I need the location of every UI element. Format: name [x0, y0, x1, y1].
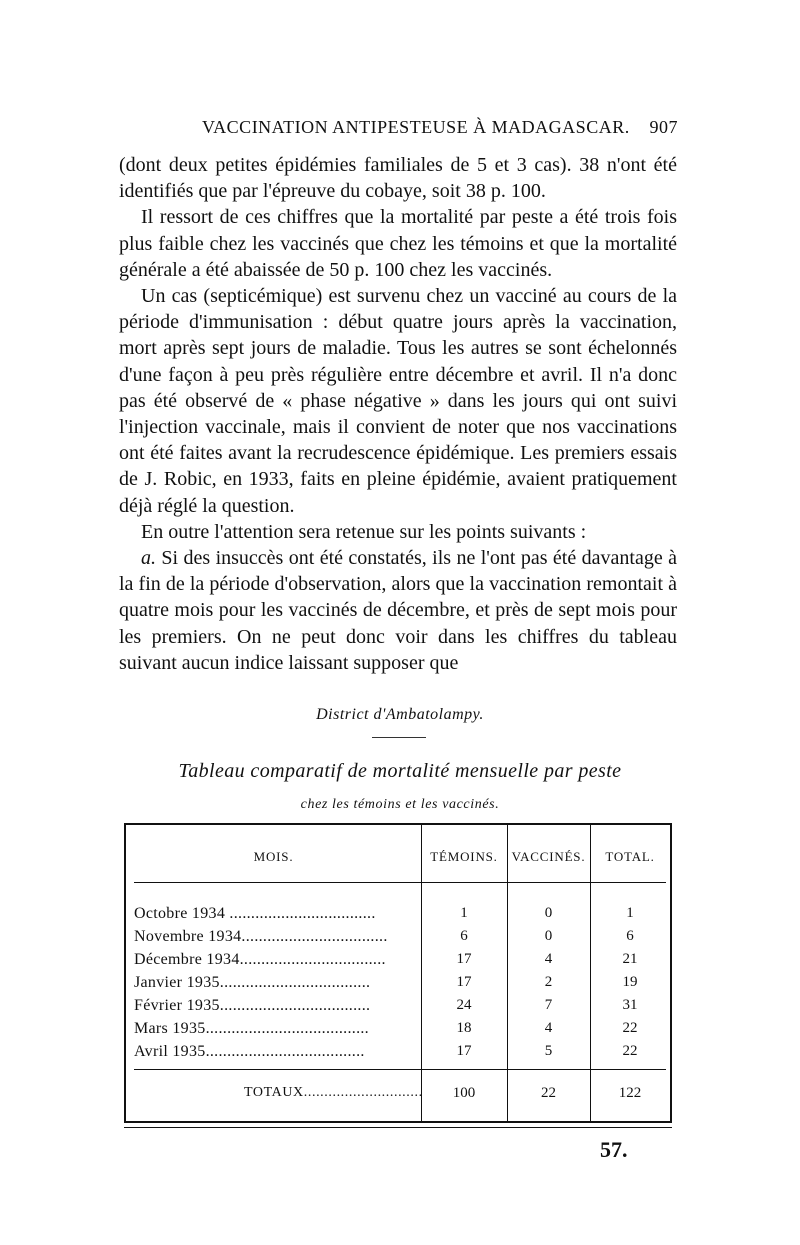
- cell-vaccines: 4: [544, 951, 553, 967]
- separator-rule: [372, 737, 426, 738]
- total-vaccines: 22: [541, 1085, 556, 1101]
- cell-vaccines: 0: [544, 928, 553, 944]
- paragraph-5: [119, 545, 677, 676]
- totals-rule: [134, 1069, 666, 1070]
- header-total: TOTAL.: [605, 849, 655, 864]
- table-row: [126, 905, 670, 928]
- table-bottom-rule: [124, 1127, 672, 1128]
- district-heading: District d'Ambatolampy.: [316, 706, 484, 723]
- cell-mois: Novembre 1934..................................: [134, 928, 388, 945]
- cell-temoins: 6: [460, 928, 468, 944]
- cell-total: 22: [622, 1020, 638, 1036]
- table-subtitle: chez les témoins et les vaccinés.: [300, 797, 500, 812]
- table-title: Tableau comparatif de mortalité mensuelle par peste: [178, 760, 622, 782]
- header-temoins: TÉMOINS.: [430, 849, 498, 864]
- cell-temoins: 17: [456, 951, 472, 967]
- table-row: [126, 997, 670, 1020]
- cell-mois: Avril 1935.....................................: [134, 1043, 365, 1060]
- cell-vaccines: 7: [544, 997, 553, 1013]
- paragraph-5-text: Si des insuccès ont été constatés, ils ne l'ont pas été davantage à la fin de la période d'observation, alors que la vaccination remontait à quatre mois pour les vaccinés de décembre, et près de sept mois pour les premiers. On ne peut donc voir dans les chiffres du tableau suivant aucun indice laissant supposer que: [119, 547, 677, 674]
- cell-vaccines: 0: [544, 905, 553, 921]
- table-row: [126, 951, 670, 974]
- totaux-label: TOTAUX.............................: [244, 1085, 423, 1100]
- cell-mois: Décembre 1934..................................: [134, 951, 386, 968]
- cell-temoins: 1: [460, 905, 468, 921]
- paragraph-1: (dont deux petites épidémies familiales de 5 et 3 cas). 38 n'ont été identifiés que par l'épreuve du cobaye, soit 38 p. 100.: [119, 154, 677, 203]
- header-vaccines: VACCINÉS.: [511, 849, 586, 864]
- page-number: 907: [649, 117, 678, 137]
- paragraph-4: En outre l'attention sera retenue sur les points suivants :: [141, 520, 587, 543]
- cell-vaccines: 2: [544, 974, 553, 990]
- cell-mois: Février 1935...................................: [134, 997, 371, 1014]
- cell-temoins: 17: [456, 974, 472, 990]
- paragraph-5-label: a.: [141, 547, 156, 570]
- cell-total: 22: [622, 1043, 638, 1059]
- cell-temoins: 24: [456, 997, 472, 1013]
- table-row: [126, 1020, 670, 1043]
- cell-mois: Mars 1935......................................: [134, 1020, 369, 1037]
- total-temoins: 100: [452, 1085, 476, 1101]
- cell-vaccines: 4: [544, 1020, 553, 1036]
- cell-temoins: 17: [456, 1043, 472, 1059]
- body-text: [119, 152, 677, 676]
- table-row: [126, 928, 670, 951]
- cell-total: 21: [622, 951, 638, 967]
- paragraph-3: Un cas (septicémique) est survenu chez un vacciné au cours de la période d'immunisation : début quatre jours après la vaccination, mort après sept jours de maladie. Tous les autres se sont échelonnés d'une façon à peu près régulière entre décembre et avril. Il n'a donc pas été observé de « phase négative » dans les jours qui ont suivi l'injection vaccinale, mais il convient de noter que nos vaccinations ont été faites avant la recrudescence épidémique. Les premiers essais de J. Robic, en 1933, faits en pleine épidémie, avaient pratiquement déjà réglé la question.: [119, 285, 677, 517]
- cell-total: 19: [622, 974, 638, 990]
- cell-vaccines: 5: [544, 1043, 553, 1059]
- table-row: [126, 974, 670, 997]
- header-mois: MOIS.: [253, 849, 294, 864]
- cell-total: 6: [626, 928, 634, 944]
- running-head: [120, 115, 680, 143]
- cell-total: 1: [626, 905, 634, 921]
- signature-mark: 57.: [600, 1137, 628, 1162]
- cell-temoins: 18: [456, 1020, 472, 1036]
- totals-row: [126, 1085, 670, 1108]
- total-total: 122: [618, 1085, 642, 1101]
- header-rule: [134, 882, 666, 883]
- cell-mois: Janvier 1935...................................: [134, 974, 371, 991]
- paragraph-2: Il ressort de ces chiffres que la mortalité par peste a été trois fois plus faible chez les vaccinés que chez les témoins et que la mortalité générale a été abaissée de 50 p. 100 chez les vaccinés.: [119, 206, 677, 281]
- cell-mois: Octobre 1934 ..................................: [134, 905, 376, 922]
- cell-total: 31: [622, 997, 638, 1013]
- mortality-table: [124, 823, 672, 1123]
- table-row: [126, 1043, 670, 1066]
- running-title: VACCINATION ANTIPESTEUSE À MADAGASCAR.: [202, 117, 630, 137]
